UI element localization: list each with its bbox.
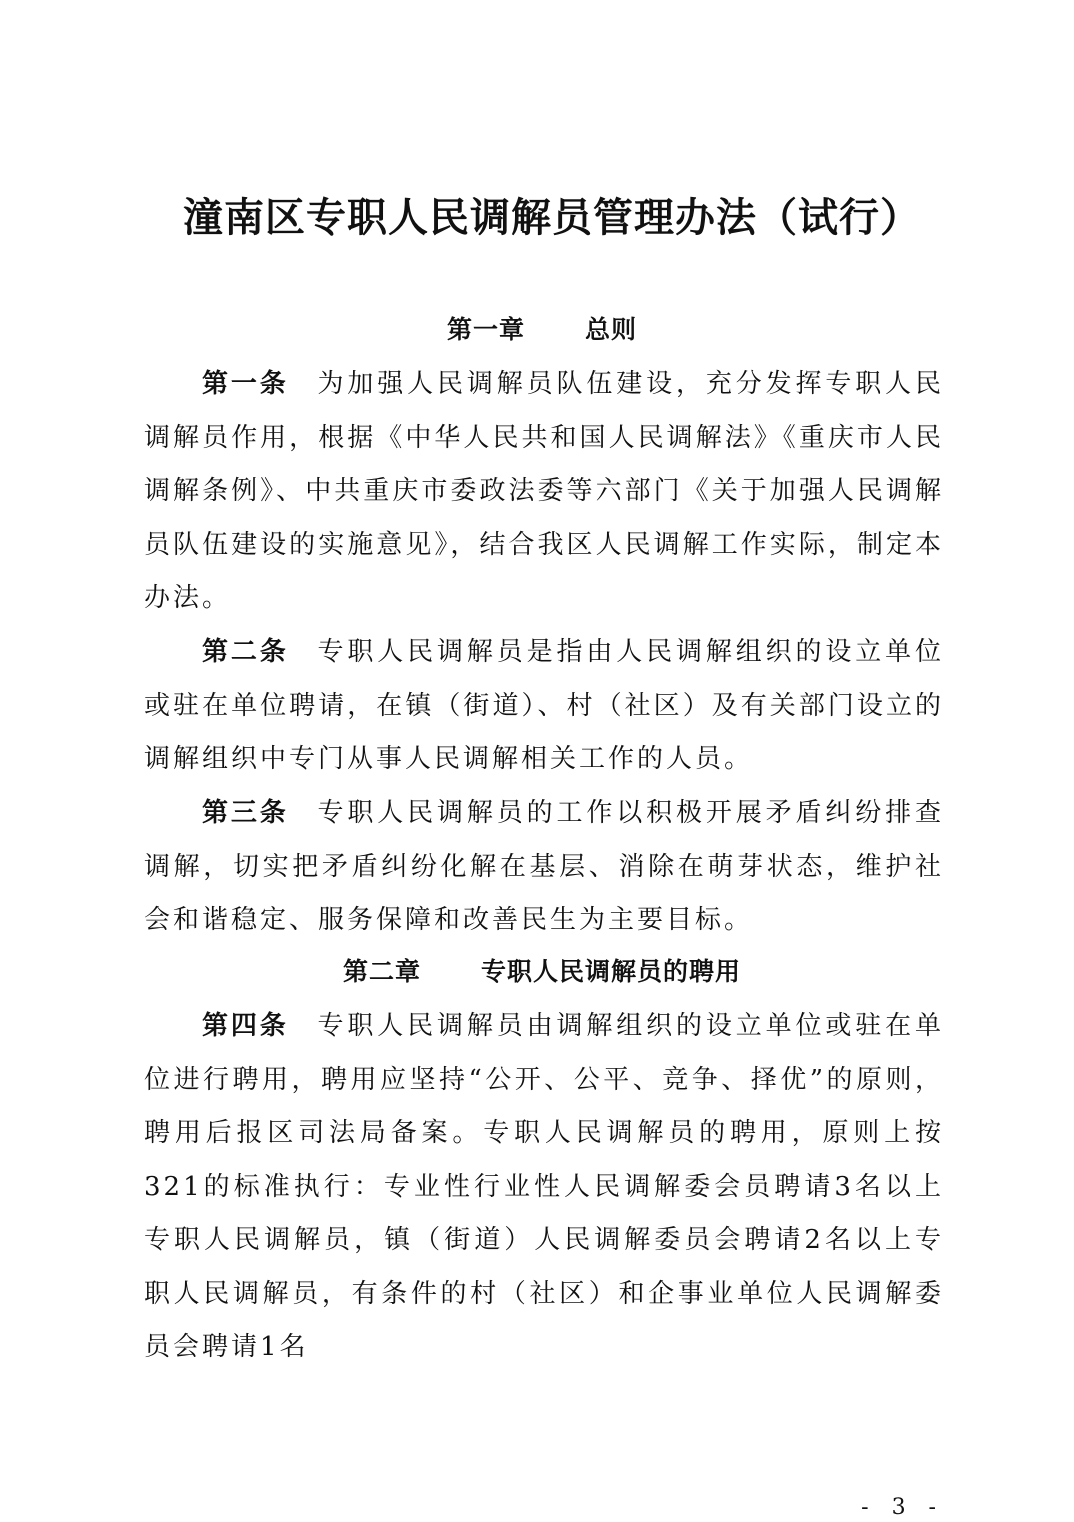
article-label: 第三条 [202, 798, 289, 828]
article-label: 第一条 [202, 369, 289, 399]
page-number: - 3 - [861, 1495, 944, 1520]
chapter-name: 总则 [585, 315, 638, 344]
document-title: 潼南区专职人民调解员管理办法（试行） [183, 195, 921, 241]
article-2 [144, 626, 944, 787]
article-1 [144, 358, 944, 626]
chapter-number: 第一章 [446, 315, 525, 344]
article-text: 专职人民调解员是指由人民调解组织的设立单位或驻在单位聘请，在镇（街道）、村（社区）及有关部门设立的调解组织中专门从事人民调解相关工作的人员。 [144, 637, 944, 774]
article-3 [144, 787, 944, 948]
chapter-heading-2 [140, 952, 944, 992]
article-label: 第四条 [202, 1011, 289, 1041]
chapter-heading-1 [140, 310, 944, 350]
article-label: 第二条 [202, 637, 289, 667]
chapter-number: 第二章 [342, 957, 421, 986]
article-text: 专职人民调解员的工作以积极开展矛盾纠纷排查调解，切实把矛盾纠纷化解在基层、消除在萌芽状态，维护社会和谐稳定、服务保障和改善民生为主要目标。 [144, 798, 944, 935]
chapter-name: 专职人民调解员的聘用 [481, 957, 742, 986]
article-text: 专职人民调解员由调解组织的设立单位或驻在单位进行聘用，聘用应坚持“公开、公平、竞争、择优”的原则，聘用后报区司法局备案。专职人民调解员的聘用，原则上按321的标准执行：专业性行业性人民调解委会员聘请3名以上专职人民调解员，镇（街道）人民调解委员会聘请2名以上专职人民调解员，有条件的村（社区）和企事业单位人民调解委员会聘请1名 [144, 1011, 944, 1362]
article-text: 为加强人民调解员队伍建设，充分发挥专职人民调解员作用，根据《中华人民共和国人民调解法》《重庆市人民调解条例》、中共重庆市委政法委等六部门《关于加强人民调解员队伍建设的实施意见》，结合我区人民调解工作实际，制定本办法。 [144, 369, 944, 613]
article-4 [144, 1000, 944, 1375]
